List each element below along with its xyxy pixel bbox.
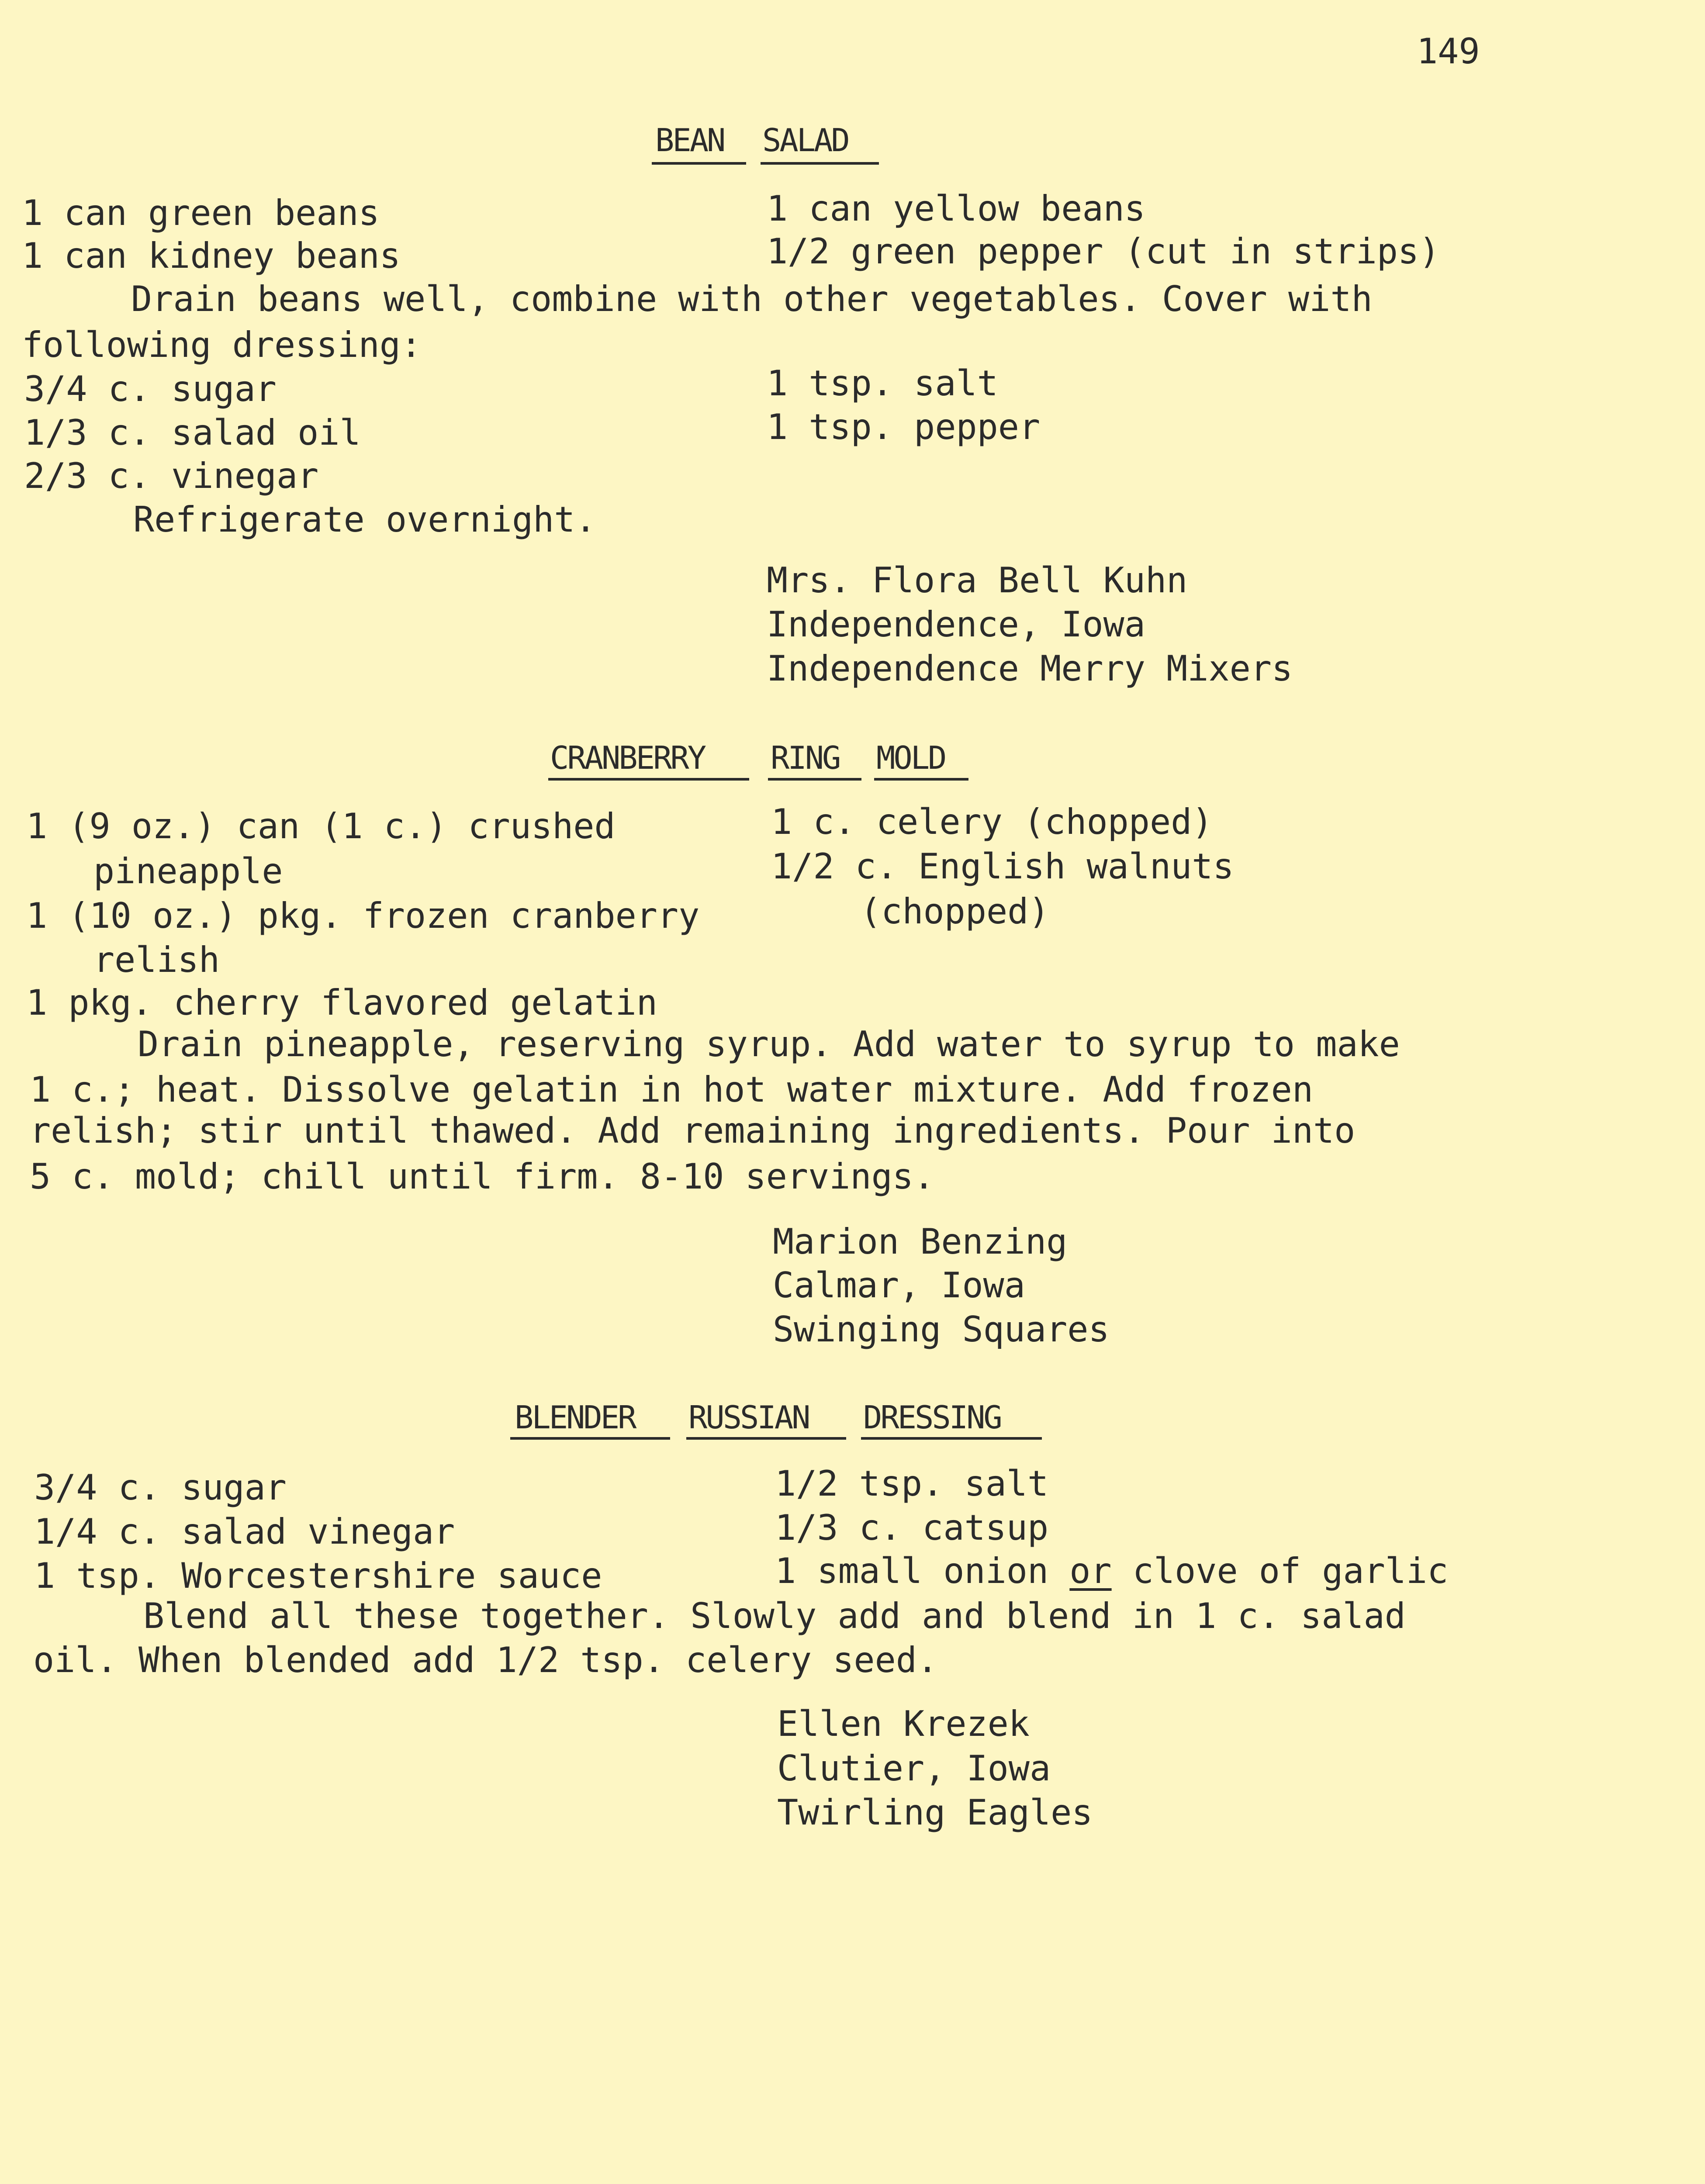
ingredient-line: 1/2 tsp. salt [775,1463,1049,1504]
underlined-or: or [1069,1551,1112,1591]
ingredient-line: 3/4 c. sugar [34,1467,287,1508]
ingredient-line: 1 tsp. pepper [767,407,1041,447]
cranberry-title-word-3: MOLD [876,740,945,776]
ingredient-line: 1 pkg. cherry flavored gelatin [26,982,657,1023]
instruction-line: relish; stir until thawed. Add remaining ingredients. Pour into [30,1110,1356,1151]
title-underline [761,162,879,165]
ingredient-line: 1/4 c. salad vinegar [34,1511,455,1552]
contributor-club: Swinging Squares [773,1309,1110,1350]
ingredient-line: 1/2 c. English walnuts [771,846,1234,887]
cranberry-title-word-2: RING [771,740,840,776]
ingredient-text: 1 small onion [775,1551,1070,1591]
ingredient-line: 1 can green beans [22,193,380,233]
ingredient-line: 1 c. celery (chopped) [771,802,1213,842]
bean-salad-title-word-1: BEAN [655,122,724,159]
title-underline [510,1437,670,1440]
ingredient-line: pineapple [93,851,283,892]
instruction-line: Drain pineapple, reserving syrup. Add water to syrup to make [138,1024,1400,1064]
instruction-line: Drain beans well, combine with other vegetables. Cover with [131,279,1373,319]
contributor-name: Mrs. Flora Bell Kuhn [767,560,1188,601]
ingredient-line: 1 tsp. salt [767,363,998,404]
contributor-location: Clutier, Iowa [777,1748,1051,1789]
instruction-line: Blend all these together. Slowly add and blend in 1 c. salad [143,1596,1406,1636]
instruction-line: following dressing: [22,325,422,365]
ingredient-line: relish [93,940,220,980]
ingredient-line: 1 (10 oz.) pkg. frozen cranberry [26,895,700,936]
ingredient-line: 2/3 c. vinegar [24,456,319,496]
contributor-club: Twirling Eagles [777,1792,1093,1833]
title-underline [686,1437,846,1440]
ingredient-line [775,1551,1449,1591]
contributor-club: Independence Merry Mixers [767,648,1293,689]
title-underline [548,778,749,781]
ingredient-line: 3/4 c. sugar [24,369,277,409]
title-underline [652,162,746,165]
ingredient-line: 1/3 c. salad oil [24,412,361,453]
dressing-title-word-1: BLENDER [515,1399,635,1436]
ingredient-text: clove of garlic [1111,1551,1449,1591]
contributor-location: Independence, Iowa [767,604,1145,645]
instruction-line: Refrigerate overnight. [133,499,596,540]
dressing-title-word-3: DRESSING [863,1399,1001,1436]
title-underline [874,778,968,781]
ingredient-line: 1/2 green pepper (cut in strips) [767,231,1440,272]
page-number: 149 [1417,31,1480,72]
ingredient-line: 1 can yellow beans [767,188,1145,229]
instruction-line: 5 c. mold; chill until firm. 8-10 servings. [30,1156,935,1197]
ingredient-line: 1 tsp. Worcestershire sauce [34,1555,602,1596]
title-underline [861,1437,1042,1440]
contributor-location: Calmar, Iowa [773,1265,1025,1306]
ingredient-line: 1 (9 oz.) can (1 c.) crushed [26,806,616,847]
ingredient-line: 1 can kidney beans [22,235,401,276]
contributor-name: Marion Benzing [773,1221,1068,1262]
bean-salad-title-word-2: SALAD [762,122,848,159]
contributor-name: Ellen Krezek [777,1704,1030,1744]
ingredient-line: (chopped) [860,891,1050,932]
ingredient-line: 1/3 c. catsup [775,1507,1049,1548]
title-underline [768,778,861,781]
instruction-line: 1 c.; heat. Dissolve gelatin in hot water mixture. Add frozen [30,1069,1314,1110]
instruction-line: oil. When blended add 1/2 tsp. celery seed. [33,1640,938,1680]
cranberry-title-word-1: CRANBERRY [550,740,705,776]
dressing-title-word-2: RUSSIAN [688,1399,809,1436]
